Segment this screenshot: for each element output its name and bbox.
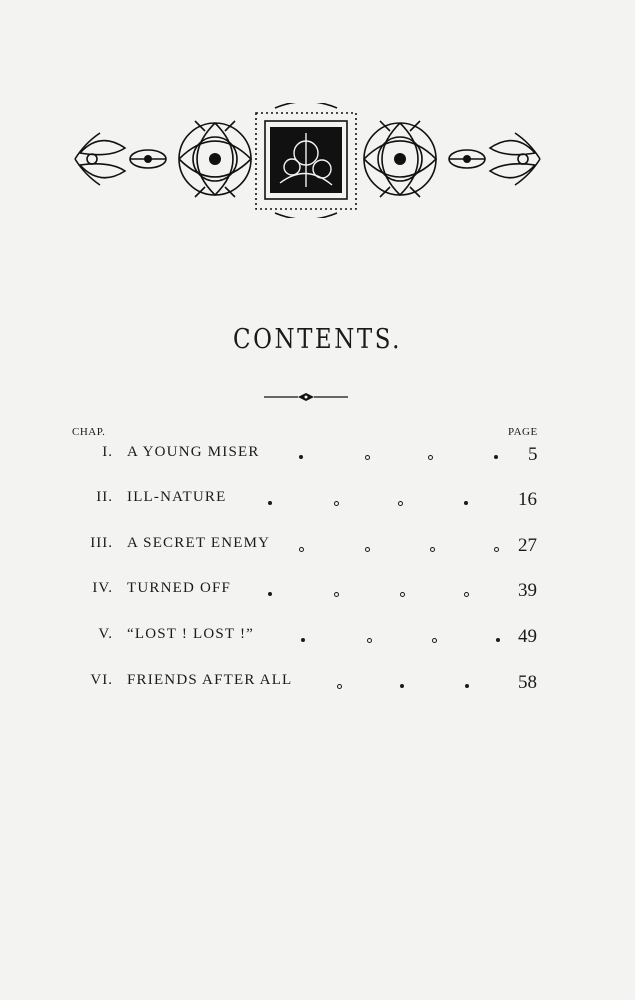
chapter-title: FRIENDS AFTER ALL <box>127 672 293 688</box>
page-number: 16 <box>518 489 537 510</box>
leader-dot <box>494 455 498 459</box>
toc-row[interactable] <box>0 580 635 610</box>
leader-dot <box>268 501 272 505</box>
leader-dot <box>465 684 469 688</box>
floral-headpiece-ornament <box>70 103 545 218</box>
leader-dot <box>496 638 500 642</box>
chapter-title: A YOUNG MISER <box>127 444 260 460</box>
leader-dot <box>430 547 435 552</box>
leader-dot <box>334 592 339 597</box>
chapter-number: VI. <box>90 672 113 688</box>
leader-dot <box>398 501 403 506</box>
leader-dot <box>464 501 468 505</box>
toc-row[interactable] <box>0 626 635 656</box>
leader-dot <box>432 638 437 643</box>
leader-dot <box>301 638 305 642</box>
leader-dot <box>299 455 303 459</box>
page-number: 27 <box>518 535 537 556</box>
leader-dot <box>428 455 433 460</box>
chapter-title: ILL-NATURE <box>127 489 227 505</box>
chapter-number: II. <box>96 489 113 505</box>
leader-dot <box>494 547 499 552</box>
chapter-title: TURNED OFF <box>127 580 232 596</box>
chapter-number: I. <box>102 444 113 460</box>
page-number: 49 <box>518 626 537 647</box>
toc-row[interactable] <box>0 489 635 519</box>
chapter-number: V. <box>98 626 113 642</box>
leader-dot <box>365 455 370 460</box>
page-number: 39 <box>518 580 537 601</box>
page-number: 5 <box>528 444 538 465</box>
divider-rule <box>264 388 348 406</box>
chapter-title: A SECRET ENEMY <box>127 535 271 551</box>
leader-dot <box>299 547 304 552</box>
toc-row[interactable] <box>0 444 635 474</box>
page-column-header: PAGE <box>508 426 538 438</box>
chapter-number: IV. <box>92 580 113 596</box>
leader-dot <box>367 638 372 643</box>
chapter-number: III. <box>90 535 113 551</box>
page-number: 58 <box>518 672 537 693</box>
leader-dot <box>337 684 342 689</box>
leader-dot <box>464 592 469 597</box>
leader-dot <box>400 592 405 597</box>
chap-column-header: CHAP. <box>72 426 106 438</box>
toc-row[interactable] <box>0 535 635 565</box>
leader-dot <box>268 592 272 596</box>
toc-row[interactable] <box>0 672 635 702</box>
leader-dot <box>400 684 404 688</box>
chapter-title: “LOST ! LOST !” <box>127 626 255 642</box>
contents-heading: CONTENTS. <box>232 324 403 355</box>
leader-dot <box>334 501 339 506</box>
leader-dot <box>365 547 370 552</box>
